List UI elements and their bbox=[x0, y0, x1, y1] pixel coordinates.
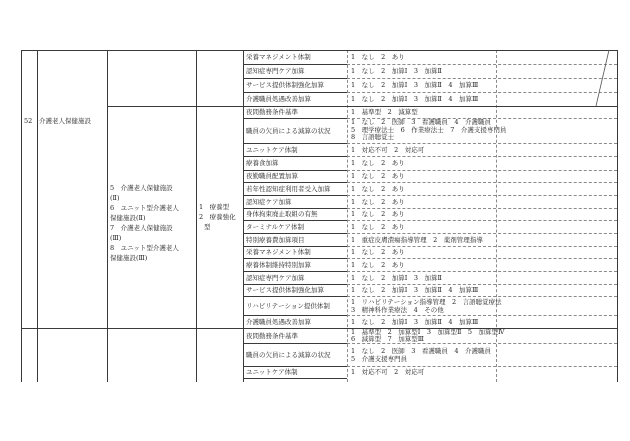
row-label: 夜間勤務条件基準 bbox=[246, 331, 298, 340]
room-types-list bbox=[199, 202, 236, 232]
row-options: 1 なし 2 加算Ⅰ 3 加算Ⅱ 4 加算Ⅲ bbox=[351, 317, 479, 326]
facility-kind-line: 5 介護老人保健施設 bbox=[110, 184, 173, 192]
row-label: 介護職員処遇改善加算 bbox=[246, 95, 311, 103]
facility-kind-line: 8 ユニット型介護老人 bbox=[110, 244, 179, 252]
row-label: サービス提供体制強化加算 bbox=[246, 286, 324, 294]
row-label: 職員の欠員による減算の状況 bbox=[246, 350, 331, 359]
row-options: 5 介護支援専門員 bbox=[351, 354, 408, 363]
row-label: 若年性認知症利用者受入加算 bbox=[246, 184, 331, 193]
row-options: 1 なし 2 あり bbox=[351, 222, 405, 231]
row-options: 1 なし 2 あり bbox=[351, 184, 405, 193]
row-label: 職員の欠員による減算の状況 bbox=[246, 126, 331, 135]
facility-kinds-list bbox=[110, 183, 179, 263]
row-options: 1 なし 2 あり bbox=[351, 210, 405, 218]
row-label: ターミナルケア体制 bbox=[246, 222, 305, 231]
row-label: ユニットケア体制 bbox=[246, 368, 298, 376]
row-options: 1 重症皮膚潰瘍指導管理 2 薬剤管理指導 bbox=[351, 235, 483, 244]
row-options: 1 なし 2 あり bbox=[351, 248, 405, 256]
row-label: 認知症専門ケア加算 bbox=[246, 273, 305, 282]
row-label: 介護職員処遇改善加算 bbox=[246, 317, 311, 326]
row-options: 1 なし 2 加算Ⅰ 3 加算Ⅱ bbox=[351, 67, 442, 75]
row-label: 夜勤職員配置加算 bbox=[246, 172, 298, 180]
row-options: 1 なし 2 加算Ⅰ 3 加算Ⅱ 4 加算Ⅲ bbox=[351, 286, 479, 294]
row-options: 1 基準型 2 加算型Ⅰ 3 加算型Ⅱ 5 加算型Ⅳ bbox=[351, 328, 505, 336]
row-options: 5 理学療法士 6 作業療法士 7 介護支援専門員 bbox=[351, 125, 507, 134]
row-label: リハビリテーション提供体制 bbox=[246, 301, 330, 310]
row-options: 1 対応不可 2 対応可 bbox=[351, 145, 425, 154]
row-options: 1 なし 2 あり bbox=[351, 172, 405, 180]
row-label: 夜間勤務条件基準 bbox=[246, 108, 298, 116]
row-options: 1 なし 2 医師 3 看護職員 4 介護職員 bbox=[351, 346, 492, 355]
row-label: 特別療養費加算項目 bbox=[246, 235, 305, 244]
facility-kind-line: 6 ユニット型介護老人 bbox=[110, 204, 179, 212]
room-type-line: 1 療養型 bbox=[199, 203, 230, 211]
diagonal-line bbox=[596, 50, 609, 106]
facility-kind-line: (Ⅱ) bbox=[110, 194, 120, 202]
row-options: 1 なし 2 加算Ⅰ 3 加算Ⅱ 4 加算Ⅲ bbox=[351, 95, 479, 103]
facility-type-label: 介護老人保健施設 bbox=[39, 117, 91, 125]
row-options: 1 なし 2 医師 3 看護職員 4 介護職員 bbox=[351, 118, 492, 126]
facility-kind-line: (Ⅲ) bbox=[110, 234, 122, 242]
row-label: サービス提供体制強化加算 bbox=[246, 81, 324, 89]
row-label: 栄養マネジメント体制 bbox=[246, 248, 311, 256]
row-options: 1 なし 2 あり bbox=[351, 197, 405, 206]
row-options: 1 対応不可 2 対応可 bbox=[351, 368, 425, 376]
row-label: 身体拘束廃止取組の有無 bbox=[246, 210, 318, 218]
row-options: 8 言語聴覚士 bbox=[351, 133, 395, 142]
row-options: 1 なし 2 あり bbox=[351, 260, 405, 269]
facility-kind-line: 7 介護老人保健施設 bbox=[110, 224, 173, 232]
row-label: 栄養マネジメント体制 bbox=[246, 53, 311, 61]
row-options: 1 なし 2 あり bbox=[351, 159, 405, 167]
row-options: 6 減算型 7 加算型Ⅲ bbox=[351, 334, 425, 343]
row-label: 療養食加算 bbox=[246, 159, 279, 167]
row-label: 療養体制維持特別加算 bbox=[246, 260, 311, 269]
row-options: 1 リハビリテーション指導管理 2 言語聴覚療法 bbox=[351, 297, 502, 306]
room-type-line: 型 bbox=[204, 223, 211, 231]
row-options: 1 基準型 2 減算型 bbox=[351, 108, 418, 116]
room-type-line: 2 療養強化 bbox=[199, 213, 236, 221]
index-number: 52 bbox=[24, 117, 33, 125]
row-label: 認知症ケア加算 bbox=[246, 197, 292, 206]
row-options: 1 なし 2 加算Ⅰ 3 加算Ⅱ bbox=[351, 273, 442, 282]
facility-kind-line: 保健施設(Ⅲ) bbox=[110, 254, 148, 262]
facility-kind-line: 保健施設(Ⅱ) bbox=[110, 214, 146, 222]
row-options: 1 なし 2 あり bbox=[351, 53, 405, 61]
row-options: 3 精神科作業療法 4 その他 bbox=[351, 305, 444, 314]
row-options: 1 なし 2 加算Ⅰ 3 加算Ⅱ 4 加算Ⅲ bbox=[351, 81, 479, 89]
row-label: 認知症専門ケア加算 bbox=[246, 67, 305, 75]
row-label: ユニットケア体制 bbox=[246, 145, 298, 154]
